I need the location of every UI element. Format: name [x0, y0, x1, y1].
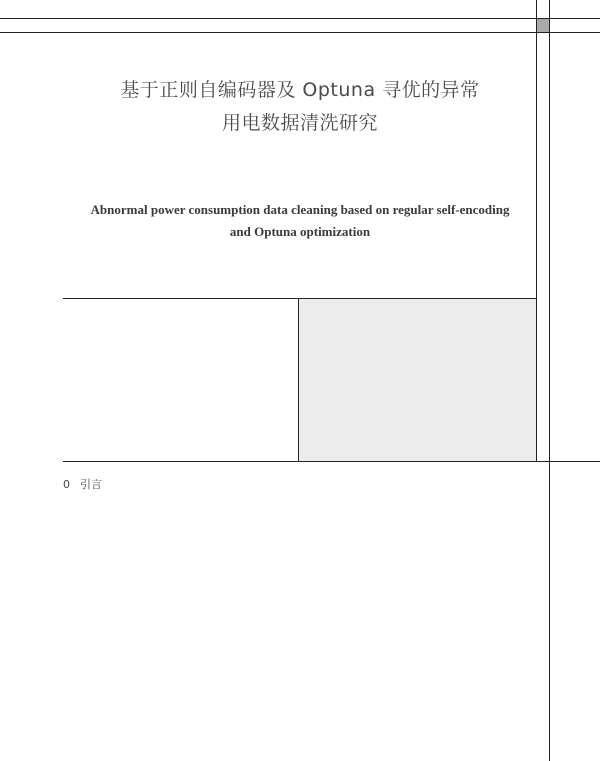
paper-title-cn-line-2: 用电数据清洗研究	[221, 112, 378, 134]
corner-accent-square	[537, 19, 549, 32]
section-heading-introduction	[63, 476, 102, 492]
panel-divider	[298, 298, 299, 462]
section-number: 0	[63, 478, 70, 491]
section-title: 引言	[80, 478, 102, 491]
paper-title-en-line-2: and Optuna optimization	[229, 224, 371, 239]
top-rule-2	[0, 32, 600, 33]
paper-title-en-line-1: Abnormal power consumption data cleaning based on regular self-encoding	[90, 202, 510, 217]
top-rule-1	[0, 18, 600, 19]
paper-title-cn-line-1: 基于正则自编码器及 Optuna 寻优的异常	[120, 79, 480, 101]
panel-bottom-rule	[63, 461, 600, 462]
abstract-panel-gray	[299, 299, 536, 461]
panel-top-rule	[63, 298, 537, 299]
